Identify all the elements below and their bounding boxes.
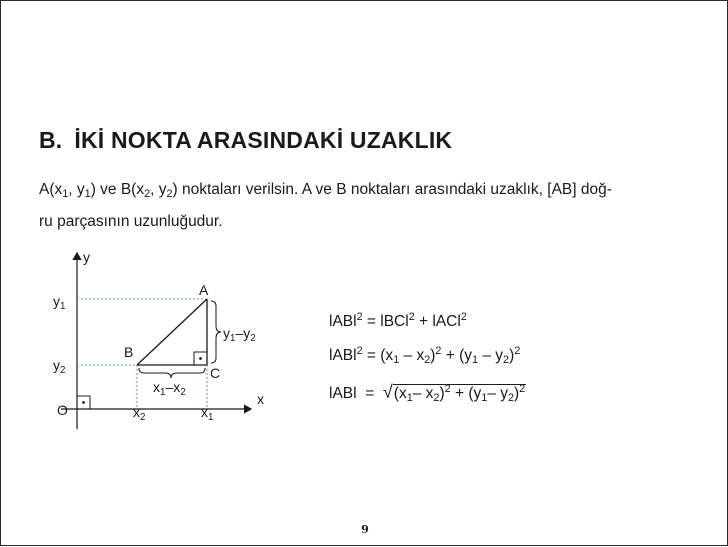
page-number: 9 [361,523,369,536]
equation-2: lABl$^2$ = $(x_1 - x_2)^2 + (y_1 - y_2)^2$ [329,345,521,366]
point-a-label: A [199,282,209,298]
brace-vertical [211,301,221,363]
dx-label: $x_1-x_2$ [153,379,186,398]
x-axis-label: x [257,391,264,407]
dy-label: $y_1-y_2$ [223,325,256,344]
x2-label: $x_2$ [133,404,146,423]
square-root-icon: √ [382,382,393,402]
y2-label: $y_2$ [53,357,66,376]
equation-3: lABl = $√(x_1-$ $x_2)^2 + (y_1-$ $y_2)^2$ [329,382,526,404]
intro-line-2: ru parçasının uzunluğudur. [39,213,223,230]
segment-ab [137,299,207,365]
section-title: İKİ NOKTA ARASINDAKİ UZAKLIK [74,127,453,153]
intro-line-1: $A(x_1$, $y_1$) ve $B(x_2$, $y_2$) noktaları verilsin. A ve B noktaları arasındaki uzaklık, [AB] doğ- [39,181,612,200]
distance-figure [1,1,728,547]
equation-1: lABl$^2$ = lBCl$^2$ + lACl$^2$ [329,311,467,330]
y-axis-label: y [83,249,90,265]
brace-horizontal [139,368,205,378]
point-b-label: B [124,344,134,360]
x1-label: $x_1$ [201,404,214,423]
point-c-label: C [210,365,221,381]
origin-label: O [57,402,68,418]
y1-label: $y_1$ [53,293,66,312]
section-label: B. [39,127,63,153]
